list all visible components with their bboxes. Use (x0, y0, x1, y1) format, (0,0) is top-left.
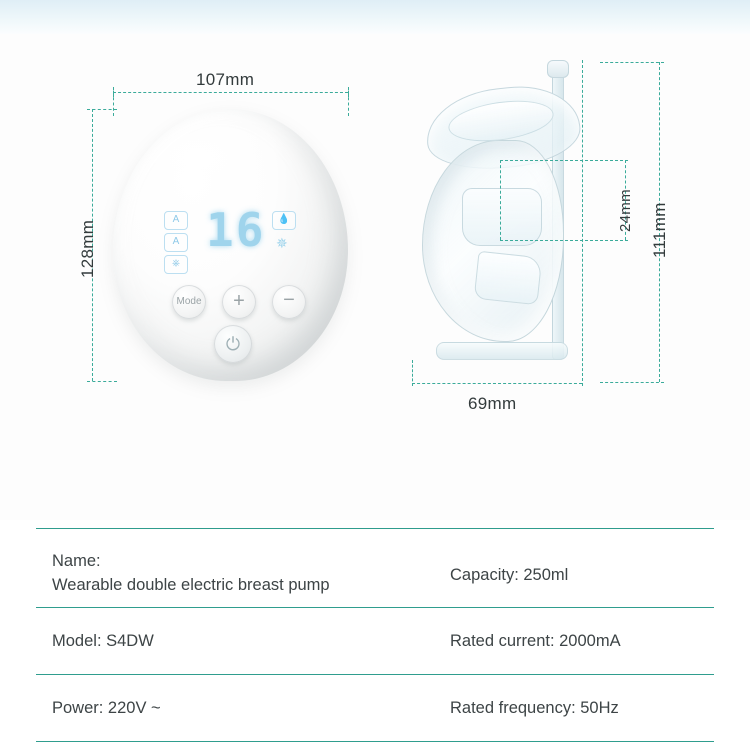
spec-power: Power: 220V ~ (52, 699, 161, 717)
spec-divider-2 (36, 674, 714, 675)
pump-width-extension-left (113, 92, 114, 116)
spec-name-label: Name: (52, 552, 101, 570)
decrease-button[interactable]: − (272, 285, 306, 319)
mode-a-indicator-icon: A (164, 211, 188, 230)
top-gradient-band (0, 0, 750, 34)
shield-width-extension-right (582, 60, 583, 386)
shield-height-tick-bottom (600, 382, 664, 383)
pump-width-label: 107mm (196, 70, 255, 89)
shield-flange-tick-bottom (500, 240, 628, 241)
shield-flange-extension-left (500, 160, 501, 240)
mode-button[interactable]: Mode (172, 285, 206, 319)
pump-height-label: 128mm (78, 219, 97, 278)
pump-display-panel (160, 205, 300, 273)
shield-height-label: 111mm (650, 202, 669, 258)
pump-width-dimension-line (113, 92, 348, 93)
shield-flange-label: 24mm (617, 189, 634, 232)
pump-width-extension-right (348, 92, 349, 116)
spec-capacity: Capacity: 250ml (450, 566, 569, 584)
specifications-table (0, 520, 750, 749)
shield-width-dimension-line (412, 383, 582, 384)
droplet-glyph-icon: ✵ (276, 235, 288, 251)
spec-rated-frequency: Rated frequency: 50Hz (450, 699, 619, 717)
cycle-indicator-icon: ⎈ (164, 255, 188, 274)
shield-base-plate (436, 342, 568, 360)
breast-shield-assembly (400, 40, 610, 390)
spec-rated-current: Rated current: 2000mA (450, 632, 621, 650)
shield-height-tick-top (600, 62, 664, 63)
shield-width-label: 69mm (468, 394, 517, 413)
shield-top-knob (547, 60, 569, 78)
shield-flange-tick-top (500, 160, 628, 161)
increase-button[interactable]: + (222, 285, 256, 319)
spec-divider-top (36, 528, 714, 529)
spec-name-value: Wearable double electric breast pump (52, 576, 330, 594)
mode-b-indicator-icon: A (164, 233, 188, 252)
shield-valve-spout (474, 251, 543, 305)
droplet-indicator-icon: 💧 (272, 211, 296, 230)
spec-divider-bottom (36, 741, 714, 742)
pump-height-tick-bottom (87, 381, 117, 382)
spec-divider-1 (36, 607, 714, 608)
shield-flange-neck (462, 188, 542, 246)
spec-model: Model: S4DW (52, 632, 154, 650)
power-button[interactable]: ⏻ (214, 325, 252, 363)
pump-level-digits: 16 (206, 203, 266, 257)
shield-width-extension-left (412, 360, 413, 386)
pump-height-tick-top (87, 109, 117, 110)
